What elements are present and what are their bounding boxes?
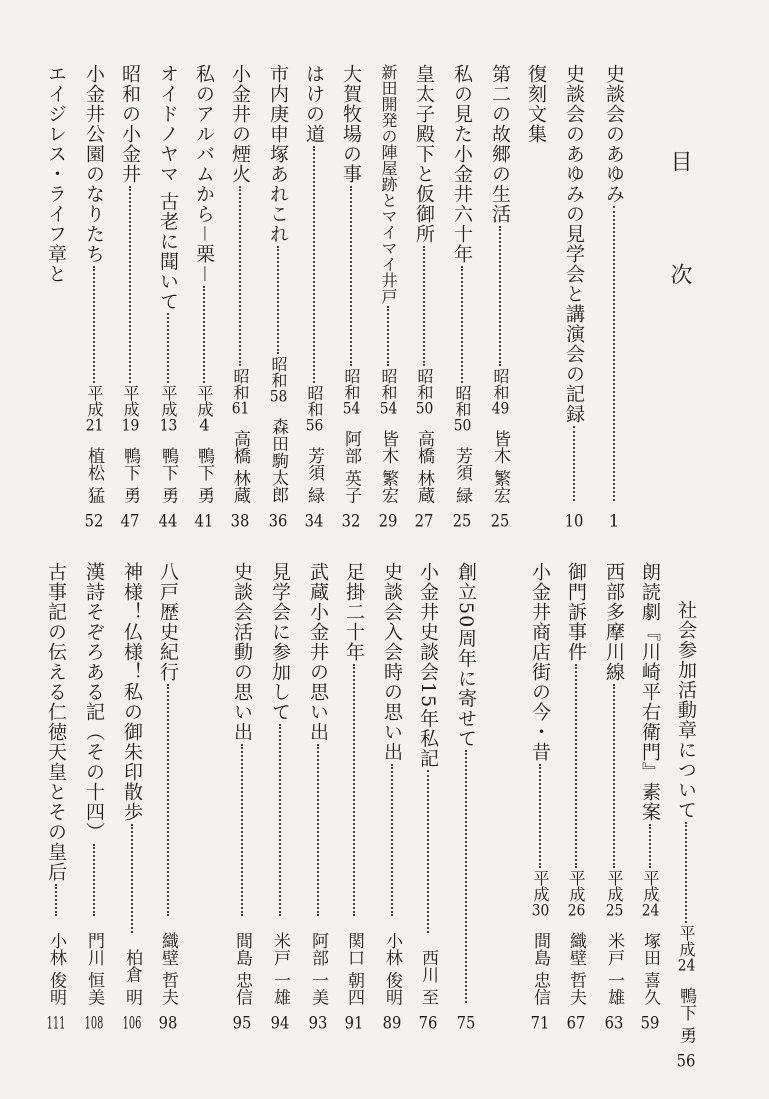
entry-page-number: 36 [268,513,288,530]
entry-page-number: 32 [341,513,361,530]
entry-author: 高橋 林蔵 [414,429,434,503]
entry-title: 史談会のあゆみ [603,64,625,204]
entry-page-number: 1 [608,513,620,530]
entry-author: 鴨下 勇 [676,986,696,1043]
entry-author: 高橋 林蔵 [230,429,250,503]
entry-date [190,385,218,433]
entry-page-number: 44 [158,513,178,530]
entry-author: 米戸 一雄 [270,931,290,1005]
entry-date [672,925,700,973]
toc-entry[interactable] [560,64,588,530]
entry-title: 史談会活動の思い出 [231,562,253,742]
entry-date [410,368,438,416]
entry-author: 鴨下 勇 [120,446,140,503]
entry-title: 創立50周年に寄せて [455,562,477,749]
entry-author: 塚田 喜久 [640,931,660,1005]
era-year: 54 [342,399,361,416]
entry-title: 復刻文集 [525,64,547,144]
entry-title: 足掛二十年 [343,562,365,662]
toc-entry[interactable] [378,562,406,1032]
entry-page-number: 89 [382,1015,402,1032]
entry-date [300,385,328,433]
era-name: 平成 [567,869,586,902]
entry-date [562,870,590,918]
toc-entry[interactable] [340,562,368,1032]
entry-date [636,870,664,918]
entry-title: エイジレス・ライフ章と [45,64,67,284]
leader-dots [613,684,615,868]
entry-page-number: 106 [122,1015,142,1032]
entry-title: 朗読劇『川崎平右衛門』素案 [639,562,661,822]
toc-entry[interactable] [414,562,442,1032]
entry-author: 阿部 一美 [308,931,328,1005]
toc-entry[interactable] [264,64,292,530]
entry-page-number: 98 [158,1015,178,1032]
entry-title: 皇太子殿下と仮御所 [413,64,435,244]
era-name: 平成 [159,384,178,417]
leader-dots [427,770,429,932]
entry-date [374,368,402,416]
toc-entry[interactable] [562,562,590,1032]
entry-page-number: 75 [456,1015,476,1032]
toc-entry[interactable] [228,562,256,1032]
leader-dots [131,824,133,933]
entry-date [154,385,182,433]
era-name: 昭和 [491,367,510,400]
era-year: 25 [605,901,624,918]
entry-date [116,385,144,433]
toc-entry[interactable] [42,64,70,530]
era-name: 平成 [195,384,214,417]
entry-author: 柏倉 明 [122,948,142,1005]
leader-dots [55,884,57,916]
toc-entry[interactable] [337,64,365,530]
leader-dots [93,844,95,916]
entry-title: 私のアルバムから－栗－ [193,64,215,285]
era-name: 平成 [605,869,624,902]
era-year: 4 [199,416,210,433]
entry-page-number: 108 [84,1015,104,1032]
entry-title: 御門訴事件 [565,562,587,662]
entry-date [226,368,254,416]
era-year: 13 [159,416,178,433]
entry-date [448,385,476,433]
toc-entry[interactable] [410,64,438,530]
leader-dots [313,146,315,383]
era-year: 19 [121,416,140,433]
era-year: 26 [567,901,586,918]
leader-dots [573,426,575,501]
entry-title: 史談会のあゆみの見学会と講演会の記録 [563,64,585,424]
entry-author: 鴨下 勇 [194,446,214,503]
entry-title: 昭和の小金井 [119,64,141,184]
entry-page-number: 10 [564,513,584,530]
entry-page-number: 63 [604,1015,624,1032]
toc-entry[interactable] [266,562,294,1032]
entry-page-number: 93 [308,1015,328,1032]
entry-page-number: 111 [46,1015,66,1032]
entry-title: オイドノヤマ 古老に聞いて [157,64,179,312]
leader-dots [649,824,651,868]
entry-title: 大賀牧場の事 [340,64,362,184]
entry-page-number: 59 [640,1015,660,1032]
entry-author: 森田駒太郎 [268,418,288,503]
era-name: 平成 [641,869,660,902]
entry-page-number: 41 [194,513,214,530]
entry-title: 小金井の煙火 [229,64,251,184]
entry-page-number: 27 [414,513,434,530]
entry-title: 西部多摩川線 [603,562,625,682]
entry-title: 見学会に参加して [269,562,291,722]
entry-title: 社会参加活動章について [675,600,697,820]
era-name: 昭和 [379,367,398,400]
entry-title: 神様！仏様！私の御朱印散歩 [121,562,143,822]
leader-dots [423,246,425,366]
leader-dots [387,306,389,366]
toc-entry[interactable] [80,64,108,530]
entry-page-number: 67 [566,1015,586,1032]
entry-title: 市内庚申塚あれこれ [267,64,289,244]
era-year: 58 [269,388,288,404]
era-year: 50 [453,416,472,433]
entry-date [337,368,365,416]
entry-date [80,385,108,433]
leader-dots [350,186,352,366]
entry-title: 新田開発の陣屋跡とマイマイ井戸 [379,64,398,304]
era-name: 昭和 [453,384,472,417]
entry-title: 史談会入会時の思い出 [381,562,403,762]
leader-dots [461,266,463,383]
entry-page-number: 52 [84,513,104,530]
toc-entry[interactable] [154,562,182,1032]
entry-page-number: 25 [452,513,472,530]
toc-entry[interactable] [374,64,402,530]
entry-author: 植松 猛 [84,446,104,503]
era-year: 21 [85,416,104,433]
era-name: 昭和 [342,367,361,400]
entry-author: 織壁 哲夫 [566,931,586,1005]
leader-dots [613,206,615,501]
toc-entry[interactable] [526,562,554,1032]
leader-dots [279,724,281,916]
toc-entry[interactable] [448,64,476,530]
entry-author: 西川 至 [418,948,438,1005]
entry-author: 阿部 英子 [341,429,361,503]
toc-entry[interactable] [190,64,218,530]
entry-title: 私の見た小金井六十年 [451,64,473,264]
spacer [42,284,70,530]
entry-date [526,870,554,918]
era-year: 30 [531,901,550,918]
leader-dots [499,226,501,366]
leader-dots [203,286,205,383]
leader-dots [93,266,95,383]
toc-entry[interactable] [304,562,332,1032]
entry-author: 芳須 緑 [452,446,472,503]
era-year: 24 [641,901,660,918]
era-name: 平成 [531,869,550,902]
entry-page-number: 25 [490,513,510,530]
leader-dots [539,764,541,868]
toc-entry[interactable] [486,64,514,530]
era-year: 61 [231,399,250,416]
toc-entry[interactable] [522,64,550,530]
entry-page-number: 47 [120,513,140,530]
entry-author: 米戸 一雄 [604,931,624,1005]
era-year: 54 [379,399,398,416]
entry-author: 芳須 緑 [304,446,324,503]
era-year: 24 [677,956,696,973]
entry-title: はけの道 [303,64,325,144]
entry-author: 間島 忠信 [530,931,550,1005]
era-name: 昭和 [415,367,434,400]
era-name: 平成 [85,384,104,417]
toc-entry[interactable] [600,64,628,530]
entry-author: 皆木 繁宏 [490,429,510,503]
entry-author: 小林 俊明 [46,931,66,1005]
entry-page-number: 91 [344,1015,364,1032]
entry-title: 小金井商店街の今・昔 [529,562,551,762]
entry-author: 小林 俊明 [382,931,402,1005]
leader-dots [353,664,355,916]
entry-page-number: 38 [230,513,250,530]
entry-date [486,368,514,416]
toc-entry[interactable] [154,64,182,530]
entry-author: 皆木 繁宏 [378,429,398,503]
era-year: 56 [305,416,324,433]
era-name: 昭和 [305,384,324,417]
entry-page-number: 94 [270,1015,290,1032]
entry-title: 小金井公園のなりたち [83,64,105,264]
leader-dots [241,744,243,916]
entry-author: 門川 恒美 [84,931,104,1005]
leader-dots [167,684,169,916]
entry-title: 古事記の伝える仁徳天皇とその皇后 [45,562,67,882]
toc-entry[interactable] [118,562,146,1032]
entry-author: 織壁 哲夫 [158,931,178,1005]
toc-entry[interactable] [226,64,254,530]
entry-author: 鴨下 勇 [158,446,178,503]
toc-entry[interactable] [636,562,664,1032]
entry-title: 八戸歴史紀行 [157,562,179,682]
era-year: 50 [415,399,434,416]
entry-page-number: 56 [676,1053,696,1070]
leader-dots [575,664,577,868]
leader-dots [685,822,687,923]
entry-page-number: 95 [232,1015,252,1032]
toc-entry[interactable] [80,562,108,1032]
entry-title: 小金井史談会15年私記 [417,562,439,769]
spacer [522,144,550,530]
leader-dots [465,750,467,1003]
entry-date [600,870,628,918]
leader-dots [129,186,131,383]
toc-entry[interactable] [672,600,700,1070]
toc-entry[interactable] [42,562,70,1032]
era-name: 平成 [121,384,140,417]
leader-dots [317,744,319,916]
entry-author: 間島 忠信 [232,931,252,1005]
era-name: 昭和 [269,356,288,388]
entry-page-number: 29 [378,513,398,530]
page-title: 目 次 [667,150,692,327]
era-year: 49 [491,399,510,416]
toc-entry[interactable] [600,562,628,1032]
toc-entry[interactable] [452,562,480,1032]
entry-page-number: 34 [304,513,324,530]
entry-author: 関口 朝四 [344,931,364,1005]
entry-title: 武蔵小金井の思い出 [307,562,329,742]
entry-title: 第二の故郷の生活 [489,64,511,224]
leader-dots [277,246,279,354]
leader-dots [239,186,241,366]
era-name: 平成 [677,924,696,957]
toc-entry[interactable] [116,64,144,530]
leader-dots [167,313,169,383]
leader-dots [391,764,393,916]
era-name: 昭和 [231,367,250,400]
entry-title: 漢詩そぞろある記（その十四） [83,562,105,842]
entry-page-number: 71 [530,1015,550,1032]
toc-entry[interactable] [300,64,328,530]
entry-page-number: 76 [418,1015,438,1032]
entry-date [264,356,292,404]
